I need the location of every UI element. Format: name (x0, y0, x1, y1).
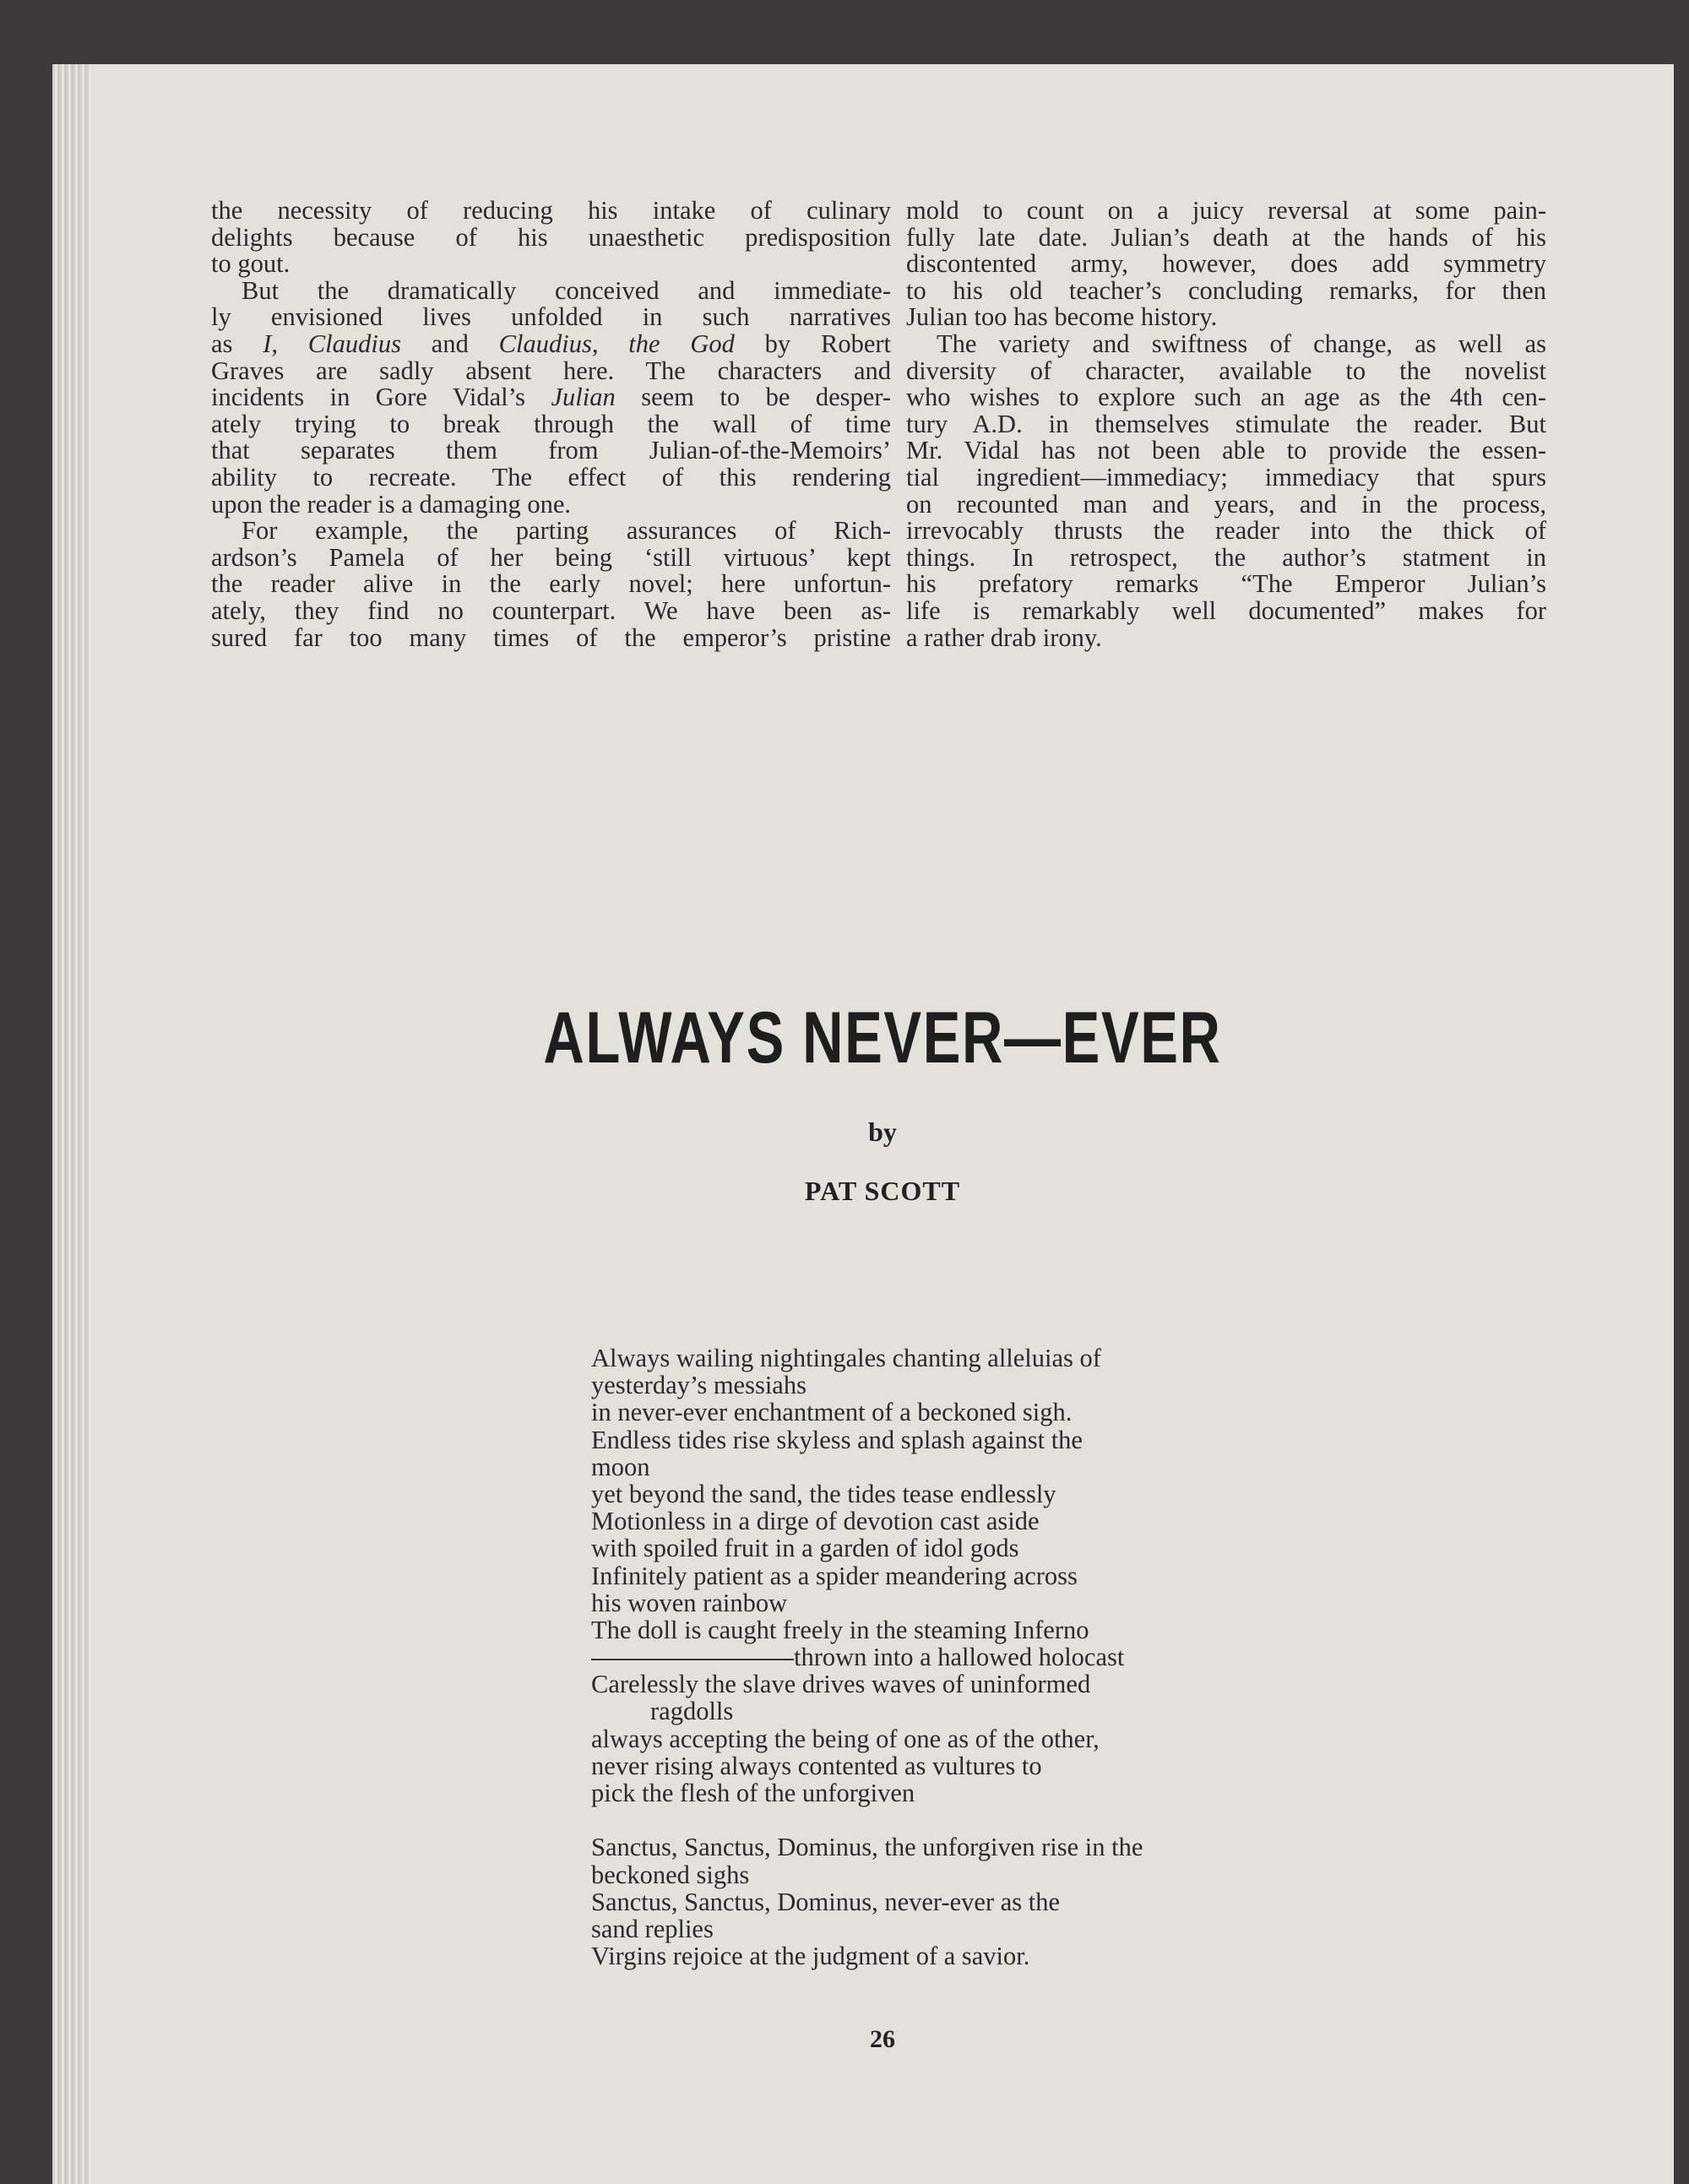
text-line (906, 489, 1546, 519)
text-line (211, 198, 891, 225)
italic-title: Julian (551, 383, 616, 412)
poem-line-text: Infinitely patient as a spider meandering across (591, 1561, 1078, 1590)
poem-line-text: yesterday’s messiahs (591, 1371, 806, 1400)
poem-line (591, 1372, 1143, 1399)
poem-line (591, 1480, 1143, 1508)
text-segment: ately trying to break through the wall of time (211, 409, 891, 438)
text-segment: discontented army, however, does add symmetry (906, 249, 1546, 279)
text-segment: The variety and swiftness of change, as well as (937, 329, 1546, 358)
text-segment: diversity of character, available to the novelist (906, 356, 1546, 385)
text-line (211, 518, 891, 545)
text-line (906, 542, 1546, 572)
text-segment: a rather drab irony. (906, 622, 1102, 652)
text-line (211, 571, 891, 598)
text-segment: fully late date. Julian’s death at the hands of his (906, 222, 1546, 252)
page-number: 26 (870, 2025, 895, 2053)
text-segment: to his old teacher’s concluding remarks, for then (906, 275, 1546, 305)
text-segment: who wishes to explore such an age as the 4th cen- (906, 383, 1546, 412)
poem-line (591, 1589, 1143, 1616)
poem-line-text: moon (591, 1452, 650, 1481)
text-line (211, 304, 891, 331)
poem-line-text: with spoiled fruit in a garden of idol gods (591, 1534, 1019, 1563)
poem-line (591, 1752, 1143, 1779)
text-segment: Graves are sadly absent here. The characters and (211, 356, 891, 385)
text-segment: ately, they find no counterpart. We have been as- (211, 595, 891, 625)
poem-line-text: Virgins rejoice at the judgment of a savior. (591, 1942, 1030, 1971)
text-segment: tial ingredient—immediacy; immediacy that spurs (906, 462, 1546, 492)
text-line (906, 304, 1546, 331)
text-segment: For example, the parting assurances of Rich- (242, 516, 891, 546)
poem-line (591, 1942, 1143, 1969)
poem-line-text: yet beyond the sand, the tides tease endlessly (591, 1479, 1056, 1508)
poem-line (591, 1562, 1143, 1589)
poem-line (591, 1399, 1143, 1426)
text-segment: life is remarkably well documented” makes for (906, 595, 1546, 625)
text-segment: and (400, 329, 499, 358)
text-line (906, 571, 1546, 598)
italic-title: I, Claudius (263, 329, 401, 358)
text-line (211, 622, 891, 652)
text-segment: things. In retrospect, the author’s statment in (906, 542, 1546, 572)
poem-line (591, 1643, 1143, 1671)
poem-line (591, 1698, 1143, 1725)
text-line (906, 622, 1546, 652)
text-segment: by Robert (734, 329, 891, 358)
text-segment: ability to recreate. The effect of this rendering (211, 462, 891, 492)
poem-line (591, 1508, 1143, 1535)
stanza-break (591, 1806, 1143, 1834)
poem-line-text: Sanctus, Sanctus, Dominus, the unforgiven rise in the (591, 1833, 1143, 1862)
text-segment: to gout. (211, 249, 291, 279)
text-segment: Mr. Vidal has not been able to provide the essen- (906, 436, 1546, 465)
poem-line-text: Endless tides rise skyless and splash against the (591, 1425, 1083, 1454)
text-segment: upon the reader is a damaging one. (211, 489, 572, 519)
poem-line (591, 1861, 1143, 1888)
text-line (211, 275, 891, 305)
text-line (211, 462, 891, 492)
text-line (211, 384, 891, 411)
text-segment: mold to count on a juicy reversal at some pain- (906, 196, 1546, 225)
text-line (906, 222, 1546, 252)
poem-line (591, 1725, 1143, 1752)
poem-line (591, 1426, 1143, 1453)
poem-line (591, 1834, 1143, 1861)
text-segment: ly envisioned lives unfolded in such narratives (211, 302, 891, 332)
text-segment: sured far too many times of the emperor’s pristine (211, 622, 891, 652)
poem-title: ALWAYS NEVER—EVER (543, 997, 1222, 1078)
poem-body (591, 1345, 1143, 1969)
poem-line-text: Motionless in a dirge of devotion cast aside (591, 1507, 1040, 1536)
poem-line (591, 1779, 1143, 1806)
text-line (906, 384, 1546, 411)
poem-line-text: beckoned sighs (591, 1860, 750, 1889)
text-line (211, 331, 891, 358)
text-segment: as (211, 329, 263, 358)
text-line (906, 331, 1546, 358)
text-line (906, 518, 1546, 545)
italic-title: Claudius, the God (498, 329, 735, 358)
right-text-column (906, 198, 1546, 651)
text-segment: tury A.D. in themselves stimulate the reader. But (906, 409, 1546, 438)
text-line (906, 462, 1546, 492)
text-line (211, 437, 891, 465)
left-text-column (211, 198, 891, 651)
text-segment: seem to be desper- (615, 383, 891, 412)
text-line (906, 358, 1546, 385)
text-segment: delights because of his unaesthetic predisposition (211, 222, 891, 252)
poem-line-text: thrown into a hallowed holocast (794, 1643, 1125, 1672)
poem-line (591, 1616, 1143, 1643)
text-line (906, 198, 1546, 225)
text-line (211, 542, 891, 572)
poem-line-text: Carelessly the slave drives waves of uninformed (591, 1670, 1091, 1699)
text-line (211, 411, 891, 438)
poem-line (591, 1671, 1143, 1698)
poem-line-text: his woven rainbow (591, 1588, 788, 1617)
text-segment: incidents in Gore Vidal’s (211, 383, 551, 412)
text-line (211, 358, 891, 385)
poem-line-text: always accepting the being of one as of the other, (591, 1724, 1100, 1753)
text-line (906, 437, 1546, 465)
dash-rule (591, 1659, 794, 1660)
text-segment: that separates them from Julian-of-the-Memoirs’ (211, 436, 891, 465)
poem-line (591, 1888, 1143, 1915)
poem-line-text: pick the flesh of the unforgiven (591, 1779, 915, 1807)
text-line (211, 222, 891, 252)
text-line (906, 275, 1546, 305)
text-segment: his prefatory remarks “The Emperor Julian’s (906, 569, 1546, 599)
poem-line-text: never rising always contented as vultures to (591, 1751, 1042, 1780)
poem-line (591, 1345, 1143, 1372)
text-segment: ardson’s Pamela of her being ‘still virtuous’ kept (211, 542, 891, 572)
text-segment: the reader alive in the early novel; here unfortun- (211, 569, 891, 599)
byline-by: by (868, 1116, 897, 1147)
poem-author: PAT SCOTT (804, 1176, 961, 1206)
poem-line-text: Sanctus, Sanctus, Dominus, never-ever as the (591, 1887, 1061, 1916)
text-line (906, 251, 1546, 278)
text-line (211, 251, 891, 278)
poem-line (591, 1915, 1143, 1942)
text-segment: Julian too has become history. (906, 302, 1218, 332)
text-line (211, 489, 891, 519)
poem-line-text: Always wailing nightingales chanting alleluias of (591, 1344, 1101, 1372)
poem-line (591, 1453, 1143, 1480)
text-line (906, 595, 1546, 625)
text-line (211, 595, 891, 625)
poem-line-text: ragdolls (650, 1697, 734, 1726)
text-segment: on recounted man and years, and in the process, (906, 489, 1546, 519)
poem-line-text: The doll is caught freely in the steaming Inferno (591, 1615, 1089, 1644)
text-segment: But the dramatically conceived and immediate- (242, 275, 891, 305)
text-line (906, 411, 1546, 438)
poem-line-text: sand replies (591, 1914, 714, 1943)
poem-line-text: in never-ever enchantment of a beckoned sigh. (591, 1398, 1073, 1427)
poem-line (591, 1535, 1143, 1562)
text-segment: the necessity of reducing his intake of culinary (211, 196, 891, 225)
text-segment: irrevocably thrusts the reader into the thick of (906, 516, 1546, 546)
